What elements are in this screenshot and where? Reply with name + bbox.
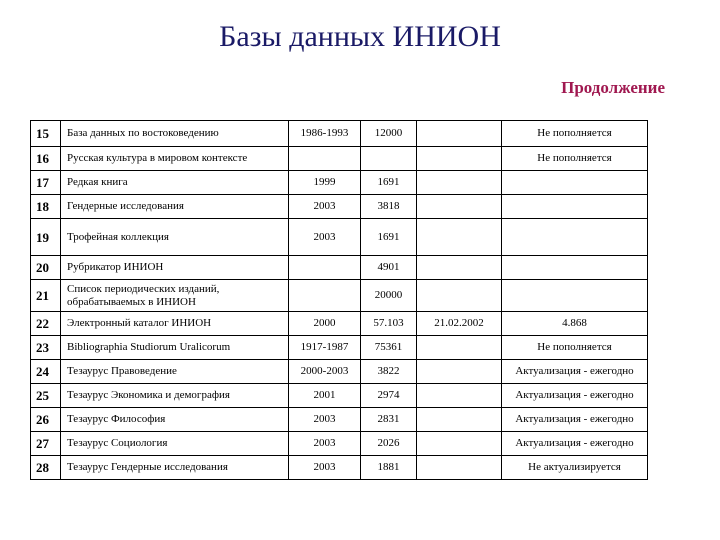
status-cell: Не пополняется [502,147,648,171]
row-number-cell: 17 [31,171,61,195]
date-cell: 21.02.2002 [417,312,502,336]
row-number-cell: 21 [31,280,61,312]
database-name-cell: Список периодических изданий, обрабатываемых в ИНИОН [61,280,289,312]
record-count-cell: 3818 [361,195,417,219]
date-cell [417,432,502,456]
status-cell [502,195,648,219]
database-name-cell: Тезаурус Экономика и демография [61,384,289,408]
date-cell [417,195,502,219]
table-row [31,432,648,456]
database-name-cell: Bibliographia Studiorum Uralicorum [61,336,289,360]
row-number-cell: 19 [31,219,61,256]
date-cell [417,256,502,280]
table-row [31,456,648,480]
record-count-cell: 20000 [361,280,417,312]
status-cell: Актуализация - ежегодно [502,360,648,384]
years-cell: 1917-1987 [289,336,361,360]
record-count-cell: 1691 [361,171,417,195]
row-number-cell: 25 [31,384,61,408]
row-number-cell: 23 [31,336,61,360]
database-name-cell: Редкая книга [61,171,289,195]
row-number-cell: 26 [31,408,61,432]
record-count-cell: 1691 [361,219,417,256]
databases-table-body [31,121,648,480]
row-number-cell: 22 [31,312,61,336]
row-number-cell: 18 [31,195,61,219]
date-cell [417,384,502,408]
years-cell [289,147,361,171]
status-cell: Актуализация - ежегодно [502,432,648,456]
row-number-cell: 27 [31,432,61,456]
row-number-cell: 20 [31,256,61,280]
database-name-cell: Электронный каталог ИНИОН [61,312,289,336]
status-cell [502,171,648,195]
table-row [31,408,648,432]
years-cell: 1986-1993 [289,121,361,147]
record-count-cell: 1881 [361,456,417,480]
years-cell: 2003 [289,219,361,256]
table-row [31,195,648,219]
status-cell: Не пополняется [502,121,648,147]
row-number-cell: 15 [31,121,61,147]
years-cell: 2003 [289,408,361,432]
database-name-cell: Тезаурус Правоведение [61,360,289,384]
database-name-cell: База данных по востоковедению [61,121,289,147]
table-row [31,360,648,384]
row-number-cell: 24 [31,360,61,384]
table-row [31,121,648,147]
database-name-cell: Рубрикатор ИНИОН [61,256,289,280]
page-title: Базы данных ИНИОН [219,20,501,53]
years-cell [289,256,361,280]
database-name-cell: Трофейная коллекция [61,219,289,256]
date-cell [417,219,502,256]
page-subtitle: Продолжение [561,78,665,97]
record-count-cell: 4901 [361,256,417,280]
record-count-cell [361,147,417,171]
date-cell [417,408,502,432]
record-count-cell: 12000 [361,121,417,147]
status-cell: Не актуализируется [502,456,648,480]
table-row [31,219,648,256]
database-name-cell: Тезаурус Социология [61,432,289,456]
status-cell: 4.868 [502,312,648,336]
database-name-cell: Русская культура в мировом контексте [61,147,289,171]
row-number-cell: 16 [31,147,61,171]
table-row [31,256,648,280]
record-count-cell: 2831 [361,408,417,432]
record-count-cell: 2974 [361,384,417,408]
status-cell [502,280,648,312]
date-cell [417,360,502,384]
record-count-cell: 75361 [361,336,417,360]
table-row [31,171,648,195]
years-cell: 2003 [289,195,361,219]
years-cell: 2000-2003 [289,360,361,384]
databases-table [30,120,648,480]
database-name-cell: Гендерные исследования [61,195,289,219]
date-cell [417,171,502,195]
database-name-cell: Тезаурус Гендерные исследования [61,456,289,480]
years-cell: 1999 [289,171,361,195]
table-row [31,312,648,336]
table-row [31,336,648,360]
status-cell [502,219,648,256]
database-name-cell: Тезаурус Философия [61,408,289,432]
table-row [31,384,648,408]
record-count-cell: 57.103 [361,312,417,336]
table-row [31,147,648,171]
date-cell [417,280,502,312]
date-cell [417,147,502,171]
record-count-cell: 2026 [361,432,417,456]
status-cell: Не пополняется [502,336,648,360]
status-cell [502,256,648,280]
record-count-cell: 3822 [361,360,417,384]
years-cell [289,280,361,312]
years-cell: 2001 [289,384,361,408]
row-number-cell: 28 [31,456,61,480]
date-cell [417,121,502,147]
status-cell: Актуализация - ежегодно [502,408,648,432]
years-cell: 2003 [289,456,361,480]
status-cell: Актуализация - ежегодно [502,384,648,408]
years-cell: 2003 [289,432,361,456]
date-cell [417,456,502,480]
date-cell [417,336,502,360]
table-row [31,280,648,312]
years-cell: 2000 [289,312,361,336]
